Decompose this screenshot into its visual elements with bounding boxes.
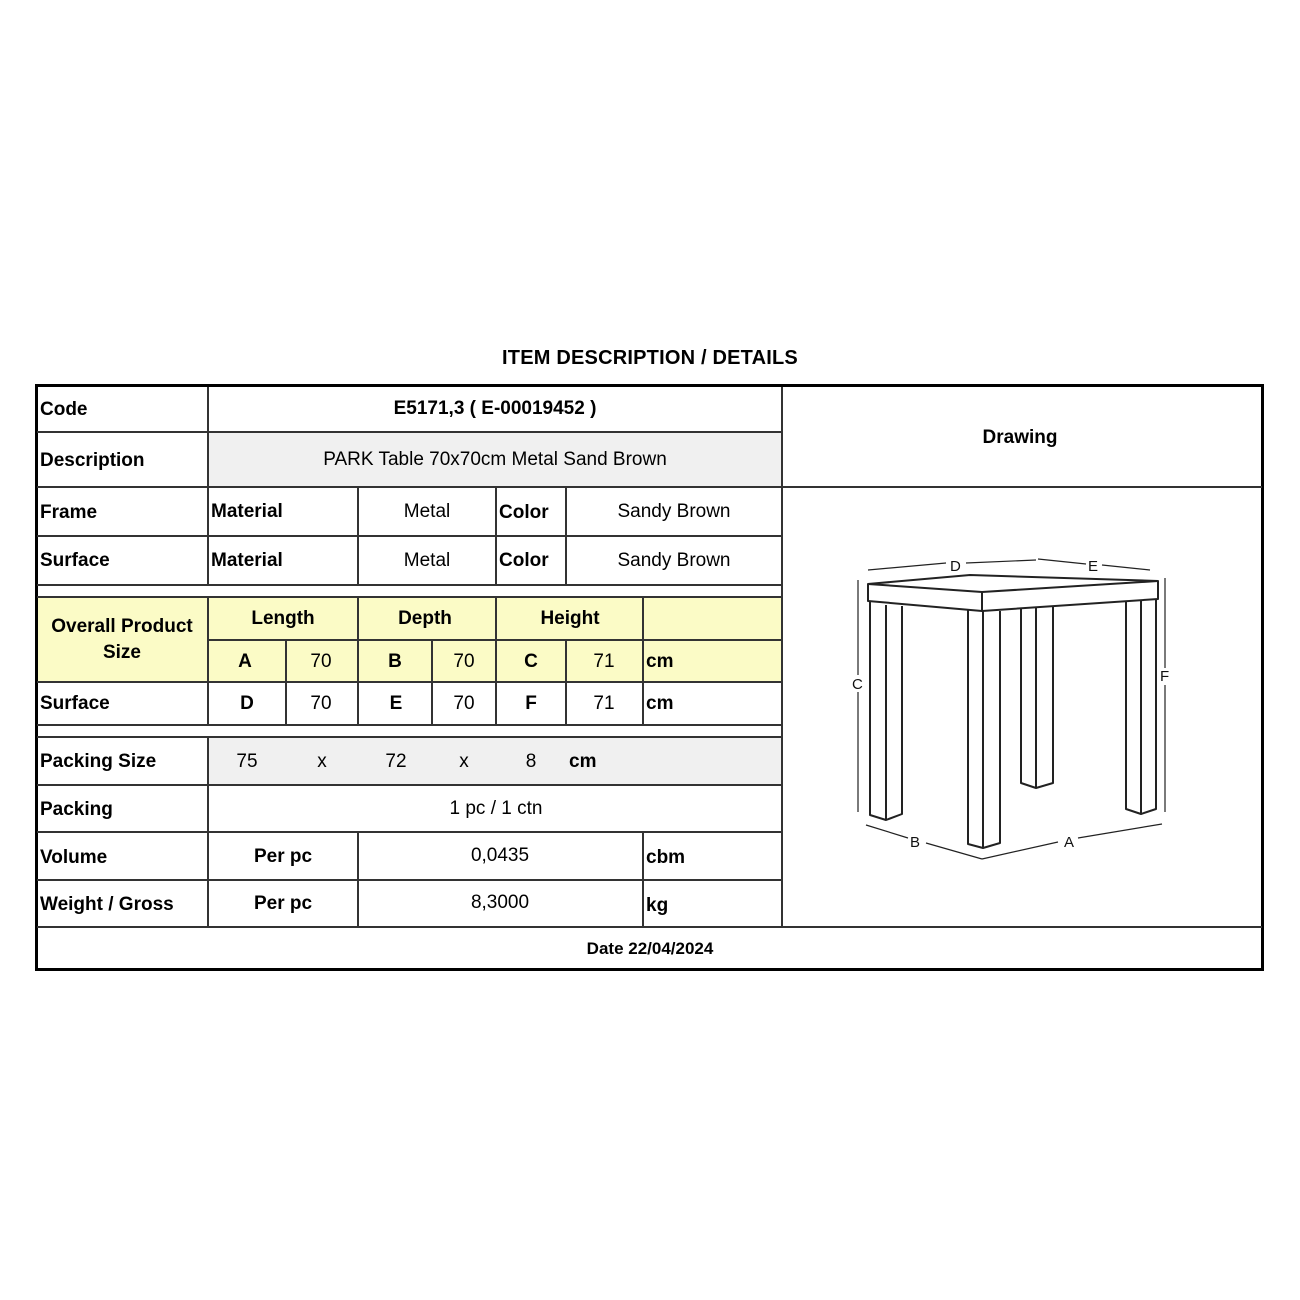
packing-height: 8 (525, 751, 537, 772)
code-value: E5171,3 ( E-00019452 ) (393, 398, 597, 419)
height-header: Height (540, 608, 600, 629)
overall-size-label: Overall Product (51, 616, 193, 637)
drawing-label-b: B (910, 834, 921, 851)
overall-unit: cm (646, 651, 674, 672)
surface-color-value: Sandy Brown (617, 550, 731, 571)
volume-label: Volume (40, 847, 108, 868)
dim-c-value: 71 (593, 651, 615, 672)
dim-e-value: 70 (453, 693, 475, 714)
divider (37, 431, 782, 433)
divider (207, 597, 209, 725)
divider (37, 736, 782, 738)
divider (565, 640, 567, 725)
dim-b-label: B (388, 651, 402, 672)
weight-per-pc: Per pc (253, 893, 313, 914)
frame-label: Frame (40, 502, 98, 523)
dim-a-value: 70 (310, 651, 332, 672)
date: Date 22/04/2024 (586, 939, 714, 958)
frame-color-value: Sandy Brown (617, 501, 731, 522)
packing-size-label: Packing Size (40, 751, 157, 772)
divider (37, 584, 782, 586)
overall-size-label-2: Size (102, 642, 142, 663)
frame-material-value: Metal (403, 501, 451, 522)
depth-header: Depth (398, 608, 452, 629)
divider (642, 597, 644, 725)
divider (781, 387, 783, 927)
packing-value: 1 pc / 1 ctn (449, 798, 543, 819)
surface-color-label: Color (499, 550, 549, 571)
dim-d-value: 70 (310, 693, 332, 714)
weight-unit: kg (646, 895, 669, 916)
divider (37, 879, 782, 881)
divider (357, 487, 359, 585)
code-label: Code (40, 399, 88, 420)
divider (37, 784, 782, 786)
divider (357, 597, 359, 725)
packing-x1: x (317, 751, 327, 772)
divider (207, 387, 209, 585)
divider (207, 737, 209, 927)
divider (565, 487, 567, 585)
packing-label: Packing (40, 799, 113, 820)
packing-width: 72 (385, 751, 407, 772)
description-label: Description (40, 450, 145, 471)
divider (37, 486, 1262, 488)
packing-x2: x (459, 751, 469, 772)
dim-e-label: E (389, 693, 403, 714)
weight-value: 8,3000 (470, 892, 530, 913)
volume-value: 0,0435 (470, 845, 530, 866)
surface-label: Surface (40, 550, 110, 571)
dim-c-label: C (524, 651, 538, 672)
table-drawing (850, 550, 1180, 880)
packing-length: 75 (236, 751, 258, 772)
description-value: PARK Table 70x70cm Metal Sand Brown (323, 449, 667, 470)
surface-unit: cm (646, 693, 674, 714)
frame-color-label: Color (499, 502, 549, 523)
divider (495, 597, 497, 725)
dim-a-label: A (238, 651, 252, 672)
divider (37, 681, 782, 683)
packing-unit: cm (569, 751, 597, 772)
dim-f-label: F (525, 693, 537, 714)
drawing-label-e: E (1088, 558, 1099, 575)
volume-per-pc: Per pc (253, 846, 313, 867)
drawing-header: Drawing (982, 427, 1058, 448)
divider (357, 832, 359, 927)
divider (495, 487, 497, 585)
divider (37, 926, 1262, 928)
drawing-label-f: F (1160, 668, 1170, 685)
dim-d-label: D (240, 693, 254, 714)
length-header: Length (251, 608, 315, 629)
surface-material-value: Metal (403, 550, 451, 571)
divider (37, 535, 782, 537)
divider (642, 832, 644, 927)
divider (431, 640, 433, 725)
document-title: ITEM DESCRIPTION / DETAILS (502, 347, 798, 369)
surface-material-label: Material (211, 550, 283, 571)
divider (37, 831, 782, 833)
frame-material-label: Material (211, 501, 283, 522)
surface-dims-label: Surface (40, 693, 110, 714)
dim-f-value: 71 (593, 693, 615, 714)
drawing-label-a: A (1064, 834, 1075, 851)
drawing-label-d: D (950, 558, 961, 575)
weight-label: Weight / Gross (40, 894, 174, 915)
drawing-label-c: C (852, 676, 863, 693)
divider (37, 596, 782, 598)
divider (285, 640, 287, 725)
volume-unit: cbm (646, 847, 686, 868)
divider (37, 724, 782, 726)
dim-b-value: 70 (453, 651, 475, 672)
